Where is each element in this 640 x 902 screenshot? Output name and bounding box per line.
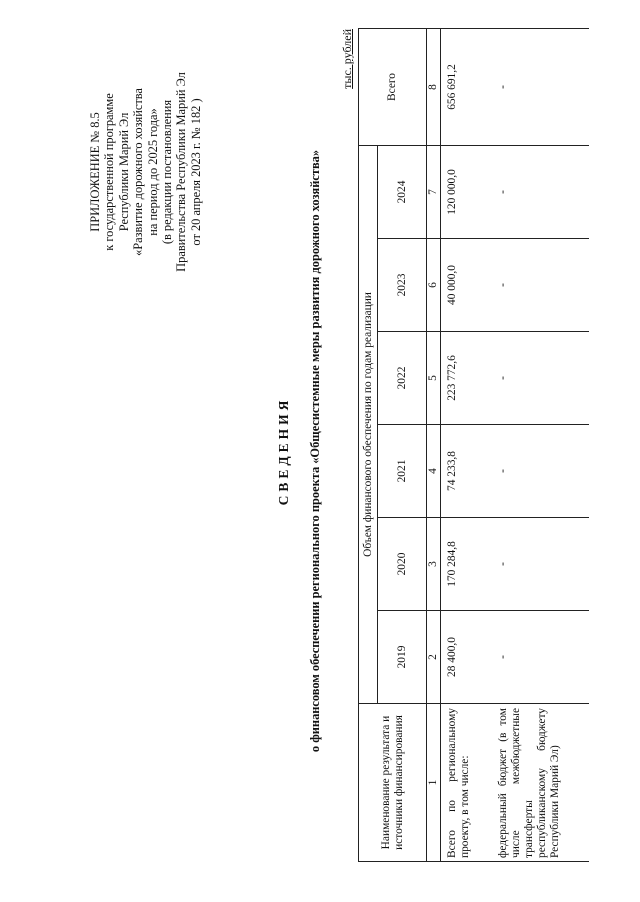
appendix-header bbox=[88, 22, 203, 322]
header-year: 2020 bbox=[378, 518, 427, 611]
column-number: 3 bbox=[427, 518, 441, 611]
row-name-text: Всего по региональному проекту, в том числе: bbox=[446, 708, 471, 858]
financing-table bbox=[358, 28, 589, 862]
table-cell: 223 772,6 bbox=[441, 332, 493, 425]
table-cell: - bbox=[492, 332, 589, 425]
table-cell: 74 233,8 bbox=[441, 425, 493, 518]
row-name bbox=[492, 704, 589, 862]
column-number: 1 bbox=[427, 704, 441, 862]
column-number: 4 bbox=[427, 425, 441, 518]
appendix-line: на период до 2025 года» bbox=[145, 108, 160, 236]
appendix-line: Республики Марий Эл bbox=[116, 112, 131, 232]
header-year: 2021 bbox=[378, 425, 427, 518]
table-cell: - bbox=[492, 425, 589, 518]
header-name: Наименование результата и источники финансирования bbox=[359, 704, 427, 862]
header-group: Объем финансового обеспечения по годам реализации bbox=[359, 146, 378, 704]
table-cell: - bbox=[492, 518, 589, 611]
appendix-line: от 20 апреля 2023 г. № 182 ) bbox=[188, 98, 203, 246]
column-number: 5 bbox=[427, 332, 441, 425]
header-year: 2022 bbox=[378, 332, 427, 425]
table-cell: - bbox=[492, 29, 589, 146]
column-number: 7 bbox=[427, 146, 441, 239]
table-cell: 40 000,0 bbox=[441, 239, 493, 332]
document-subtitle: о финансовом обеспечении регионального проекта «Общесистемные меры развития дорожного хозяйства» bbox=[308, 149, 322, 753]
appendix-line: (в редакции постановления bbox=[160, 99, 175, 245]
appendix-line: Правительства Республики Марий Эл bbox=[174, 72, 189, 272]
unit-label: тыс. рублей bbox=[340, 29, 354, 89]
appendix-line: к государственной программе bbox=[102, 93, 117, 251]
table-cell: - bbox=[492, 146, 589, 239]
table-cell: - bbox=[492, 239, 589, 332]
table-row bbox=[441, 29, 493, 862]
header-year: 2019 bbox=[378, 611, 427, 704]
header-row-group bbox=[359, 29, 378, 862]
table-cell: 656 691,2 bbox=[441, 29, 493, 146]
column-number: 2 bbox=[427, 611, 441, 704]
row-name bbox=[441, 704, 493, 862]
table-cell: 28 400,0 bbox=[441, 611, 493, 704]
table-cell: - bbox=[492, 611, 589, 704]
column-number: 8 bbox=[427, 29, 441, 146]
header-year: 2023 bbox=[378, 239, 427, 332]
appendix-line: ПРИЛОЖЕНИЕ № 8.5 bbox=[88, 112, 102, 232]
appendix-line: «Развитие дорожного хозяйства bbox=[131, 88, 146, 256]
table-row bbox=[492, 29, 589, 862]
header-total: Всего bbox=[359, 29, 427, 146]
column-number-row bbox=[427, 29, 441, 862]
table-cell: 120 000,0 bbox=[441, 146, 493, 239]
row-name-text: федеральный бюджет (в том числе межбюджетные трансферты республиканскому бюджету Республики Марий Эл) bbox=[497, 708, 561, 858]
column-number: 6 bbox=[427, 239, 441, 332]
document-title: СВЕДЕНИЯ bbox=[276, 396, 291, 506]
header-year: 2024 bbox=[378, 146, 427, 239]
table-cell: 170 284,8 bbox=[441, 518, 493, 611]
